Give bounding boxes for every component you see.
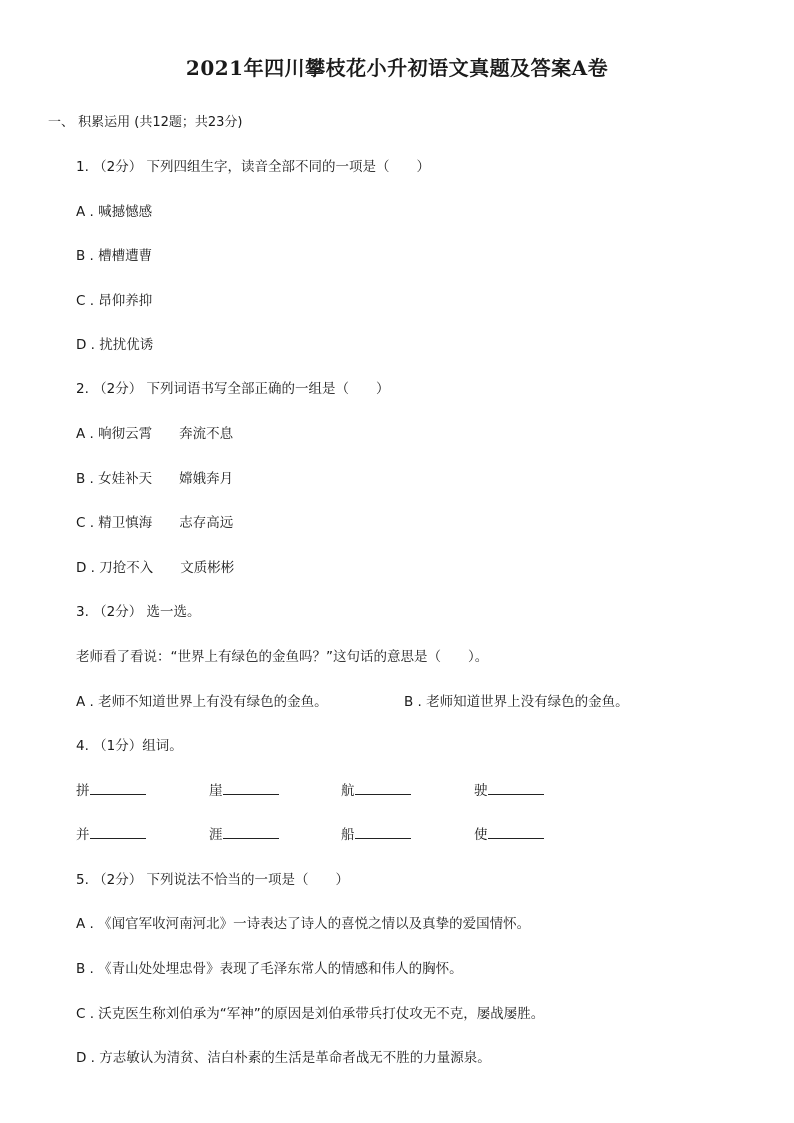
section-heading: 一、 积累运用 (共12题；共23分) (48, 115, 243, 130)
question-5-option-d: D . 方志敏认为清贫、洁白朴素的生活是革命者战无不胜的力量源泉。 (76, 1050, 491, 1066)
word-blank: 驶 (474, 779, 544, 799)
question-1-option-c: C . 昂仰养抑 (76, 293, 153, 309)
word-blank: 并 (76, 823, 146, 843)
answer-blank[interactable] (355, 838, 411, 839)
question-5-option-a: A . 《闻官军收河南河北》一诗表达了诗人的喜悦之情以及真挚的爱国情怀。 (76, 916, 531, 932)
question-2-option-d: D . 刀抢不入 文质彬彬 (76, 560, 235, 576)
question-1-option-a: A . 喊撼憾感 (76, 204, 153, 220)
word-blank: 航 (341, 779, 411, 799)
question-1-option-b: B . 槽槽遭曹 (76, 248, 153, 264)
question-3-option-b: B . 老师知道世界上没有绿色的金鱼。 (404, 694, 629, 710)
question-5-option-b: B . 《青山处处埋忠骨》表现了毛泽东常人的情感和伟人的胸怀。 (76, 961, 463, 977)
question-2-stem: 2. （2分） 下列词语书写全部正确的一组是（ ） (76, 381, 390, 397)
question-1-stem: 1. （2分） 下列四组生字，读音全部不同的一项是（ ） (76, 159, 431, 175)
question-5-stem: 5. （2分） 下列说法不恰当的一项是（ ） (76, 872, 350, 888)
word-blank: 使 (474, 823, 544, 843)
answer-blank[interactable] (223, 794, 279, 795)
question-3-stem: 3. （2分） 选一选。 (76, 604, 201, 620)
question-2-option-c: C . 精卫慎海 志存高远 (76, 515, 234, 531)
answer-blank[interactable] (90, 838, 146, 839)
question-3-passage: 老师看了看说：“世界上有绿色的金鱼吗？”这句话的意思是（ ）。 (76, 649, 489, 665)
answer-blank[interactable] (488, 838, 544, 839)
question-2-option-a: A . 响彻云霄 奔流不息 (76, 426, 234, 442)
question-5-option-c: C . 沃克医生称刘伯承为“军神”的原因是刘伯承带兵打仗攻无不克，屡战屡胜。 (76, 1006, 545, 1022)
answer-blank[interactable] (355, 794, 411, 795)
answer-blank[interactable] (90, 794, 146, 795)
word-blank: 船 (341, 823, 411, 843)
answer-blank[interactable] (488, 794, 544, 795)
word-blank: 拼 (76, 779, 146, 799)
question-3-option-a: A . 老师不知道世界上有没有绿色的金鱼。 (76, 694, 328, 710)
question-4-stem: 4. （1分）组词。 (76, 738, 183, 754)
word-blank: 崖 (209, 779, 279, 799)
question-2-option-b: B . 女娃补天 嫦娥奔月 (76, 471, 234, 487)
question-1-option-d: D . 扰扰优诱 (76, 337, 154, 353)
answer-blank[interactable] (223, 838, 279, 839)
word-blank: 涯 (209, 823, 279, 843)
page-title: 2021年四川攀枝花小升初语文真题及答案A卷 (185, 56, 609, 80)
